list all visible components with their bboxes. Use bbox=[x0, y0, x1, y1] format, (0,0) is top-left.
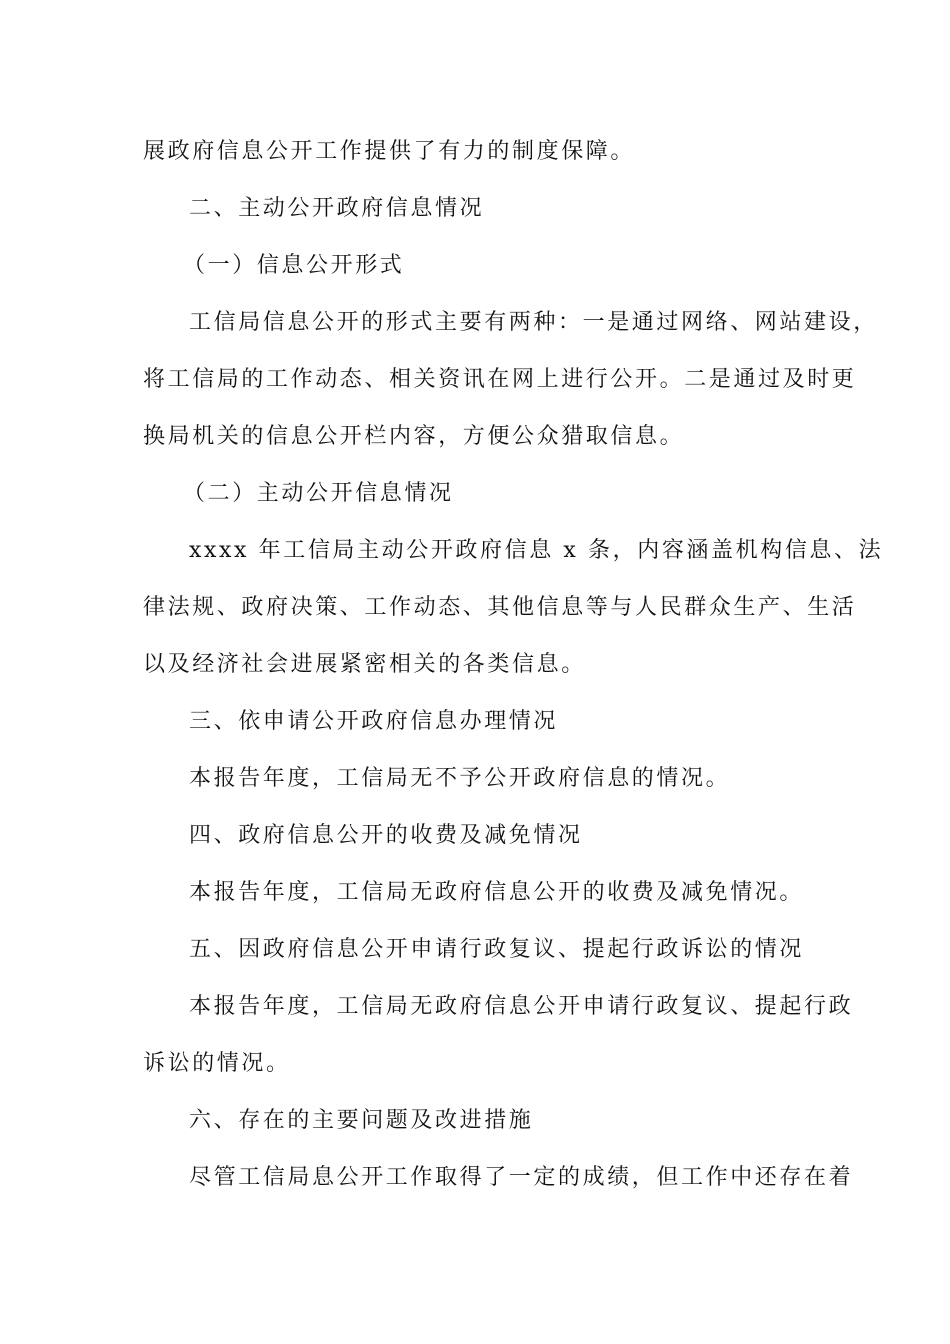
paragraph-line: 本报告年度，工信局无政府信息公开申请行政复议、提起行政 bbox=[189, 994, 854, 1019]
paragraph-line: 以及经济社会进展紧密相关的各类信息。 bbox=[143, 652, 586, 677]
paragraph-line: 尽管工信局息公开工作取得了一定的成绩，但工作中还存在着 bbox=[189, 1165, 854, 1190]
section-heading-2: 二、主动公开政府信息情况 bbox=[189, 196, 485, 221]
section-heading-5: 五、因政府信息公开申请行政复议、提起行政诉讼的情况 bbox=[189, 937, 805, 962]
paragraph-line: 换局机关的信息公开栏内容，方便公众猎取信息。 bbox=[143, 424, 685, 449]
paragraph-line: 诉讼的情况。 bbox=[143, 1051, 291, 1076]
paragraph-line: 本报告年度，工信局无政府信息公开的收费及减免情况。 bbox=[189, 880, 805, 905]
paragraph-line: 将工信局的工作动态、相关资讯在网上进行公开。二是通过及时更 bbox=[143, 367, 857, 392]
paragraph-line: 工信局信息公开的形式主要有两种：一是通过网络、网站建设， bbox=[189, 310, 878, 335]
section-heading-6: 六、存在的主要问题及改进措施 bbox=[189, 1108, 534, 1133]
section-heading-3: 三、依申请公开政府信息办理情况 bbox=[189, 709, 559, 734]
section-heading-4: 四、政府信息公开的收费及减免情况 bbox=[189, 823, 583, 848]
subsection-heading-2-1: （一）信息公开形式 bbox=[183, 253, 405, 278]
paragraph-line: xxxx 年工信局主动公开政府信息 x 条，内容涵盖机构信息、法 bbox=[189, 538, 884, 563]
paragraph-line: 展政府信息公开工作提供了有力的制度保障。 bbox=[143, 139, 636, 164]
subsection-heading-2-2: （二）主动公开信息情况 bbox=[183, 481, 454, 506]
paragraph-line: 律法规、政府决策、工作动态、其他信息等与人民群众生产、生活 bbox=[143, 595, 857, 620]
paragraph-line: 本报告年度，工信局无不予公开政府信息的情况。 bbox=[189, 766, 731, 791]
